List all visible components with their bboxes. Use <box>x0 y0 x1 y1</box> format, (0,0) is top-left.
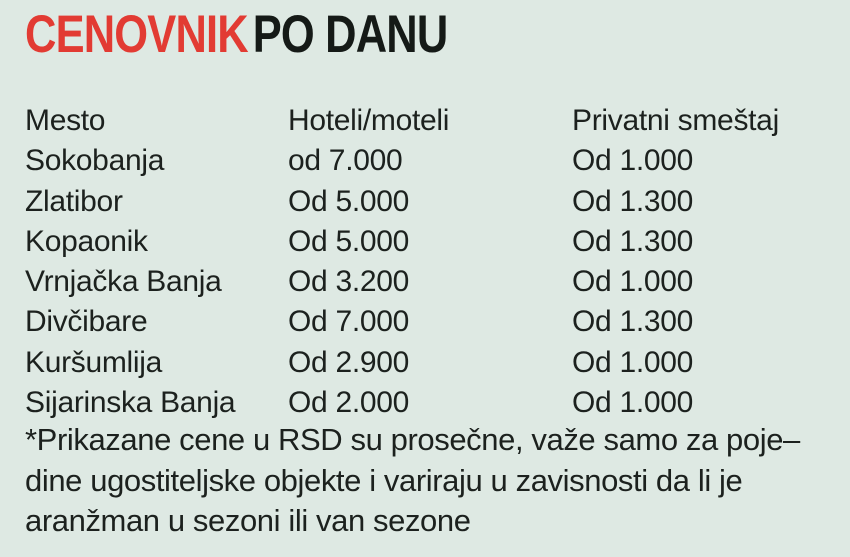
price-table <box>25 101 850 423</box>
cell-private-price: Od 1.000 <box>572 144 694 178</box>
cell-place: Sijarinska Banja <box>25 386 236 420</box>
cell-place: Sokobanja <box>25 144 165 178</box>
cell-hotel-price: od 7.000 <box>288 144 403 178</box>
panel-title <box>25 6 447 64</box>
footnote-text <box>25 420 840 542</box>
cell-hotel-price: Od 3.200 <box>288 265 410 299</box>
column-header-hotels: Hoteli/moteli <box>288 104 450 137</box>
column-header-place: Mesto <box>25 104 106 137</box>
cell-place: Kopaonik <box>25 224 148 258</box>
cell-hotel-price: Od 2.900 <box>288 345 410 379</box>
cell-private-price: Od 1.300 <box>572 305 694 339</box>
cell-place: Zlatibor <box>25 184 123 218</box>
cell-hotel-price: Od 2.000 <box>288 386 410 420</box>
title-rest: PO DANU <box>252 5 448 64</box>
cell-private-price: Od 1.000 <box>572 265 694 299</box>
cell-private-price: Od 1.300 <box>572 184 694 218</box>
cell-hotel-price: Od 5.000 <box>288 224 410 258</box>
footnote-line: dine ugostiteljske objekte i variraju u zavisnosti da li je <box>25 462 743 498</box>
footnote-line: *Prikazane cene u RSD su prosečne, važe samo za poje– <box>25 422 800 457</box>
cell-private-price: Od 1.000 <box>572 345 694 379</box>
cell-hotel-price: Od 7.000 <box>288 305 410 339</box>
cell-private-price: Od 1.000 <box>572 386 694 420</box>
cell-private-price: Od 1.300 <box>572 224 694 258</box>
title-highlight: CENOVNIK <box>25 5 248 64</box>
footnote-line: aranžman u sezoni ili van sezone <box>25 503 471 538</box>
column-header-private: Privatni smeštaj <box>572 104 779 137</box>
cell-place: Vrnjačka Banja <box>25 265 222 299</box>
cell-hotel-price: Od 5.000 <box>288 184 410 218</box>
cell-place: Kuršumlija <box>25 345 163 379</box>
cell-place: Divčibare <box>25 305 148 339</box>
